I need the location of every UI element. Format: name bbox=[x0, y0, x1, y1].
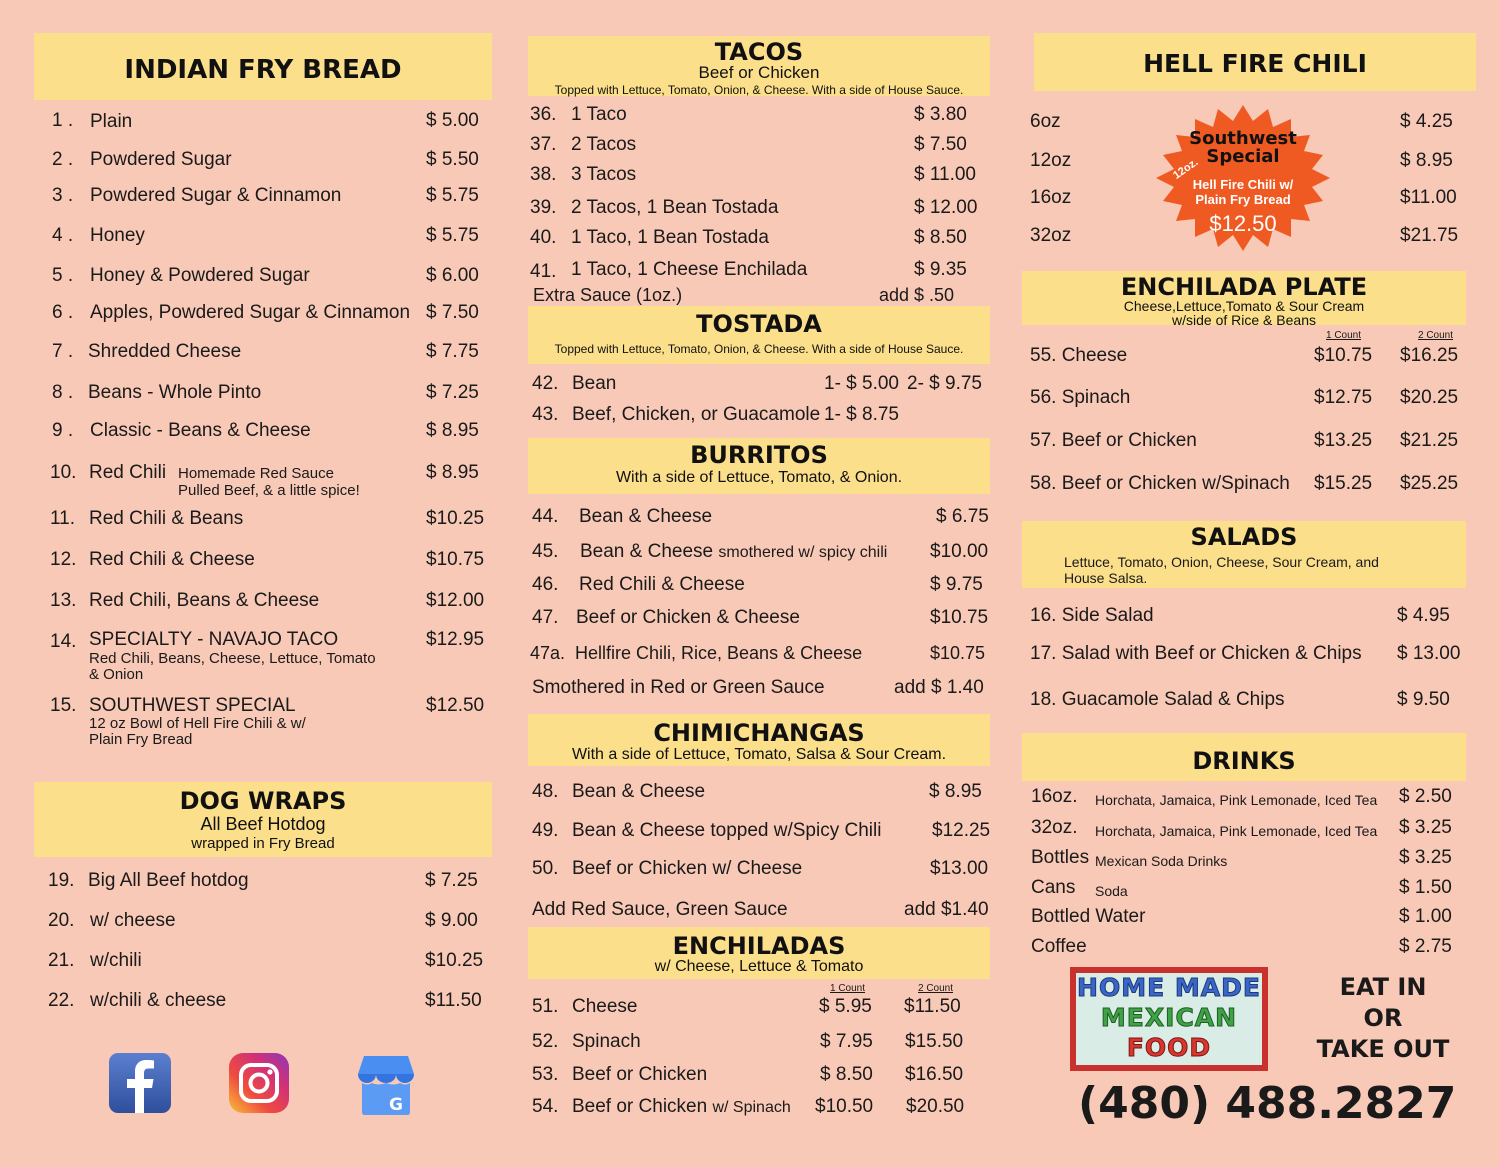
item-name: Honey bbox=[90, 225, 145, 246]
item-price: $ 8.95 bbox=[426, 462, 479, 483]
item-price: add $1.40 bbox=[904, 899, 989, 920]
item-price: $11.50 bbox=[904, 996, 961, 1017]
item-name: Shredded Cheese bbox=[88, 341, 242, 362]
section-subtitle: With a side of Lettuce, Tomato, & Onion. bbox=[615, 469, 903, 486]
item-name: Plain bbox=[90, 111, 133, 132]
item-price: $10.00 bbox=[930, 541, 989, 562]
item-price: $ 7.25 bbox=[426, 382, 479, 403]
section-subtitle: Cheese,Lettuce,Tomato & Sour Cream bbox=[1123, 298, 1365, 314]
item-price: $10.75 bbox=[930, 607, 989, 628]
count-label: 2 Count bbox=[1418, 330, 1454, 341]
section-subtitle: w/side of Rice & Beans bbox=[1172, 312, 1316, 328]
item-name: 1 Taco bbox=[571, 104, 627, 125]
item-description: Homemade Red Sauce Pulled Beef, & a little spice! bbox=[178, 465, 360, 499]
item-description: Red Chili, Beans, Cheese, Lettuce, Tomato & Onion bbox=[89, 650, 376, 683]
item-name: Red Chili, Beans & Cheese bbox=[89, 590, 320, 611]
section-title: TACOS bbox=[714, 38, 804, 66]
item-price: $ 2.50 bbox=[1399, 786, 1452, 807]
item-price: $16.25 bbox=[1400, 345, 1459, 366]
section-title: SALADS bbox=[1190, 523, 1298, 551]
item-price: $20.25 bbox=[1400, 387, 1459, 408]
item-price: $ 11.00 bbox=[914, 164, 976, 185]
item-price: $ 5.75 bbox=[426, 225, 479, 246]
item-name: Powdered Sugar & Cinnamon bbox=[90, 185, 342, 206]
item-price: $12.75 bbox=[1314, 387, 1373, 408]
item-name: SOUTHWEST SPECIAL bbox=[89, 695, 296, 716]
item-price: $20.50 bbox=[906, 1096, 965, 1117]
svg-text:G: G bbox=[389, 1095, 403, 1115]
item-name: Spinach bbox=[572, 1031, 641, 1052]
item-price: $12.00 bbox=[426, 590, 485, 611]
tacos-header bbox=[528, 36, 990, 96]
section-title: ENCHILADAS bbox=[672, 932, 846, 960]
item-name: 2 Tacos bbox=[571, 134, 637, 155]
section-subtitle: All Beef Hotdog bbox=[200, 814, 326, 834]
item-name: Beef or Chicken w/ Cheese bbox=[572, 858, 803, 879]
count-label: 1 Count bbox=[1326, 330, 1362, 341]
item-price: $ 6.75 bbox=[936, 506, 989, 527]
item-price: $ 8.50 bbox=[914, 227, 967, 248]
salads-header bbox=[1022, 521, 1466, 588]
burritos-header bbox=[528, 438, 990, 494]
item-price: $15.50 bbox=[905, 1031, 964, 1052]
item-price: $ 7.95 bbox=[820, 1031, 873, 1052]
item-name: Big All Beef hotdog bbox=[88, 870, 249, 891]
item-price: 1- $ 8.75 bbox=[824, 404, 899, 425]
item-price: $ 9.75 bbox=[930, 574, 983, 595]
item-name: Red Chili bbox=[89, 462, 167, 483]
item-description: Horchata, Jamaica, Pink Lemonade, Iced Tea bbox=[1095, 792, 1378, 808]
section-subtitle: Beef or Chicken bbox=[698, 63, 820, 82]
item-name: w/chili & cheese bbox=[90, 990, 227, 1011]
item-name: Beans - Whole Pinto bbox=[88, 382, 262, 403]
item-name: Hellfire Chili, Rice, Beans & Cheese bbox=[575, 643, 863, 663]
item-description: Mexican Soda Drinks bbox=[1095, 853, 1228, 869]
item-price: $15.25 bbox=[1314, 473, 1373, 494]
item-price: $ 9.35 bbox=[914, 259, 967, 280]
item-price: $ 2.75 bbox=[1399, 936, 1452, 957]
section-title: DRINKS bbox=[1192, 747, 1296, 775]
item-price: $12.25 bbox=[932, 820, 991, 841]
item-price: $ 9.00 bbox=[425, 910, 478, 931]
section-note: wrapped in Fry Bread bbox=[191, 834, 335, 852]
item-price: $ 4.95 bbox=[1397, 605, 1450, 626]
drinks-header bbox=[1022, 733, 1466, 781]
item-price: $ 5.00 bbox=[426, 110, 479, 131]
item-name: Beef or Chicken & Cheese bbox=[576, 607, 800, 628]
item-name: Classic - Beans & Cheese bbox=[90, 420, 311, 441]
item-price: $ 8.50 bbox=[820, 1064, 873, 1085]
enchiladas-header bbox=[528, 927, 990, 979]
badge-text: Hell Fire Chili w/ Plain Fry Bread bbox=[1192, 177, 1294, 207]
item-price: $ 5.75 bbox=[426, 185, 479, 206]
item-name: Bean & Cheese smothered w/ spicy chili bbox=[580, 541, 888, 562]
item-price: $ 8.95 bbox=[426, 420, 479, 441]
enchilada-plate-header bbox=[1022, 271, 1466, 328]
badge-price: $12.50 bbox=[1209, 211, 1277, 236]
section-subtitle: Lettuce, Tomato, Onion, Cheese, Sour Cream, and House Salsa. bbox=[1064, 554, 1379, 586]
phone-number[interactable]: (480) 488.2827 bbox=[1078, 1078, 1457, 1129]
home-made-logo bbox=[1070, 967, 1268, 1071]
item-price: $16.50 bbox=[905, 1064, 964, 1085]
section-title: HELL FIRE CHILI bbox=[1143, 49, 1367, 78]
item-name: Bean bbox=[572, 373, 617, 394]
item-name: 2 Tacos, 1 Bean Tostada bbox=[571, 197, 779, 218]
item-price: $ 9.50 bbox=[1397, 689, 1450, 710]
item-price: $13.00 bbox=[930, 858, 989, 879]
southwest-special-badge bbox=[1152, 103, 1334, 253]
badge-size: 12oz. bbox=[1171, 156, 1201, 182]
item-name: Apples, Powdered Sugar & Cinnamon bbox=[90, 302, 411, 323]
item-name: Beef or Chicken bbox=[572, 1064, 708, 1085]
item-price: $11.50 bbox=[425, 990, 482, 1011]
tostada-header bbox=[528, 306, 990, 364]
item-price: $21.25 bbox=[1400, 430, 1459, 451]
item-name: Bean & Cheese bbox=[579, 506, 713, 527]
item-price: $25.25 bbox=[1400, 473, 1459, 494]
item-price: $12.95 bbox=[426, 629, 485, 650]
item-price: $ 7.75 bbox=[426, 341, 479, 362]
item-name: 1 Taco, 1 Bean Tostada bbox=[571, 227, 769, 248]
section-note: Topped with Lettuce, Tomato, Onion, & Cheese. With a side of House Sauce. bbox=[554, 82, 964, 97]
chimichangas-header bbox=[528, 714, 990, 766]
item-price: $11.00 bbox=[1400, 187, 1457, 208]
section-title: INDIAN FRY BREAD bbox=[124, 55, 402, 85]
item-name: Bean & Cheese topped w/Spicy Chili bbox=[572, 820, 882, 841]
item-price: $ 8.95 bbox=[1400, 150, 1453, 171]
instagram-icon[interactable] bbox=[228, 1052, 290, 1114]
section-title: BURRITOS bbox=[690, 441, 828, 469]
fry-bread-header bbox=[34, 33, 492, 100]
item-price: $ 6.00 bbox=[426, 265, 479, 286]
item-price: $ 7.50 bbox=[426, 302, 479, 323]
section-title: TOSTADA bbox=[696, 310, 822, 338]
badge-title: Southwest Special bbox=[1189, 128, 1297, 167]
item-price: $ 3.25 bbox=[1399, 817, 1452, 838]
item-price: add $ .50 bbox=[879, 285, 955, 305]
item-name: SPECIALTY - NAVAJO TACO bbox=[89, 629, 339, 650]
item-name: Beef, Chicken, or Guacamole bbox=[572, 404, 821, 425]
item-name: Red Chili & Beans bbox=[89, 508, 244, 529]
item-name: Red Chili & Cheese bbox=[89, 549, 255, 570]
dog-wraps-header bbox=[34, 782, 492, 857]
item-price: 2- $ 9.75 bbox=[907, 373, 982, 394]
section-title: DOG WRAPS bbox=[179, 787, 347, 815]
section-subtitle: With a side of Lettuce, Tomato, Salsa & Sour Cream. bbox=[571, 746, 947, 763]
item-price: $12.50 bbox=[426, 695, 485, 716]
facebook-icon[interactable] bbox=[108, 1052, 172, 1114]
item-price: $ 13.00 bbox=[1397, 643, 1461, 664]
item-name: Cheese bbox=[572, 996, 638, 1017]
item-price: $ 8.95 bbox=[929, 781, 982, 802]
item-price: $ 1.50 bbox=[1399, 877, 1452, 898]
item-price: $ 4.25 bbox=[1400, 111, 1453, 132]
item-price: $ 7.50 bbox=[914, 134, 967, 155]
item-price: $10.75 bbox=[426, 549, 485, 570]
item-price: $10.25 bbox=[426, 508, 485, 529]
item-name: 3 Tacos bbox=[571, 164, 637, 185]
item-price: $10.75 bbox=[930, 643, 986, 663]
item-name: Red Chili & Cheese bbox=[579, 574, 745, 595]
item-name: w/chili bbox=[90, 950, 142, 971]
item-name: 1 Taco, 1 Cheese Enchilada bbox=[571, 259, 808, 280]
item-price: add $ 1.40 bbox=[894, 677, 984, 698]
item-price: $13.25 bbox=[1314, 430, 1373, 451]
item-price: $ 5.95 bbox=[819, 996, 872, 1017]
item-price: $10.75 bbox=[1314, 345, 1373, 366]
section-subtitle: w/ Cheese, Lettuce & Tomato bbox=[654, 958, 864, 975]
logo-panel: HOME MADE MEXICAN FOOD bbox=[1076, 973, 1262, 1065]
item-price: $ 3.80 bbox=[914, 104, 967, 125]
item-name: Powdered Sugar bbox=[90, 149, 232, 170]
section-title: CHIMICHANGAS bbox=[653, 719, 865, 747]
item-description: Horchata, Jamaica, Pink Lemonade, Iced Tea bbox=[1095, 823, 1378, 839]
item-name: w/ cheese bbox=[90, 910, 176, 931]
item-description: Soda bbox=[1095, 883, 1128, 899]
item-price: $ 7.25 bbox=[425, 870, 478, 891]
eat-in-take-out: EAT IN OR TAKE OUT bbox=[1316, 973, 1450, 1063]
section-title: ENCHILADA PLATE bbox=[1120, 273, 1368, 301]
item-price: 1- $ 5.00 bbox=[824, 373, 899, 394]
count-label: 1 Count bbox=[830, 983, 866, 994]
item-description: 12 oz Bowl of Hell Fire Chili & w/ Plain Fry Bread bbox=[89, 715, 306, 748]
chili-header bbox=[1034, 33, 1476, 91]
item-price: $ 12.00 bbox=[914, 197, 978, 218]
item-price: $10.25 bbox=[425, 950, 484, 971]
item-name: Beef or Chicken w/ Spinach bbox=[572, 1096, 791, 1117]
google-business-icon[interactable] bbox=[352, 1052, 420, 1118]
item-price: $21.75 bbox=[1400, 225, 1459, 246]
item-name: Honey & Powdered Sugar bbox=[90, 265, 310, 286]
item-price: $10.50 bbox=[815, 1096, 874, 1117]
section-note: Topped with Lettuce, Tomato, Onion, & Cheese. With a side of House Sauce. bbox=[554, 342, 964, 356]
item-price: $ 1.00 bbox=[1399, 906, 1452, 927]
item-name: Bean & Cheese bbox=[572, 781, 706, 802]
item-price: $ 5.50 bbox=[426, 149, 479, 170]
item-price: $ 3.25 bbox=[1399, 847, 1452, 868]
count-label: 2 Count bbox=[918, 983, 954, 994]
